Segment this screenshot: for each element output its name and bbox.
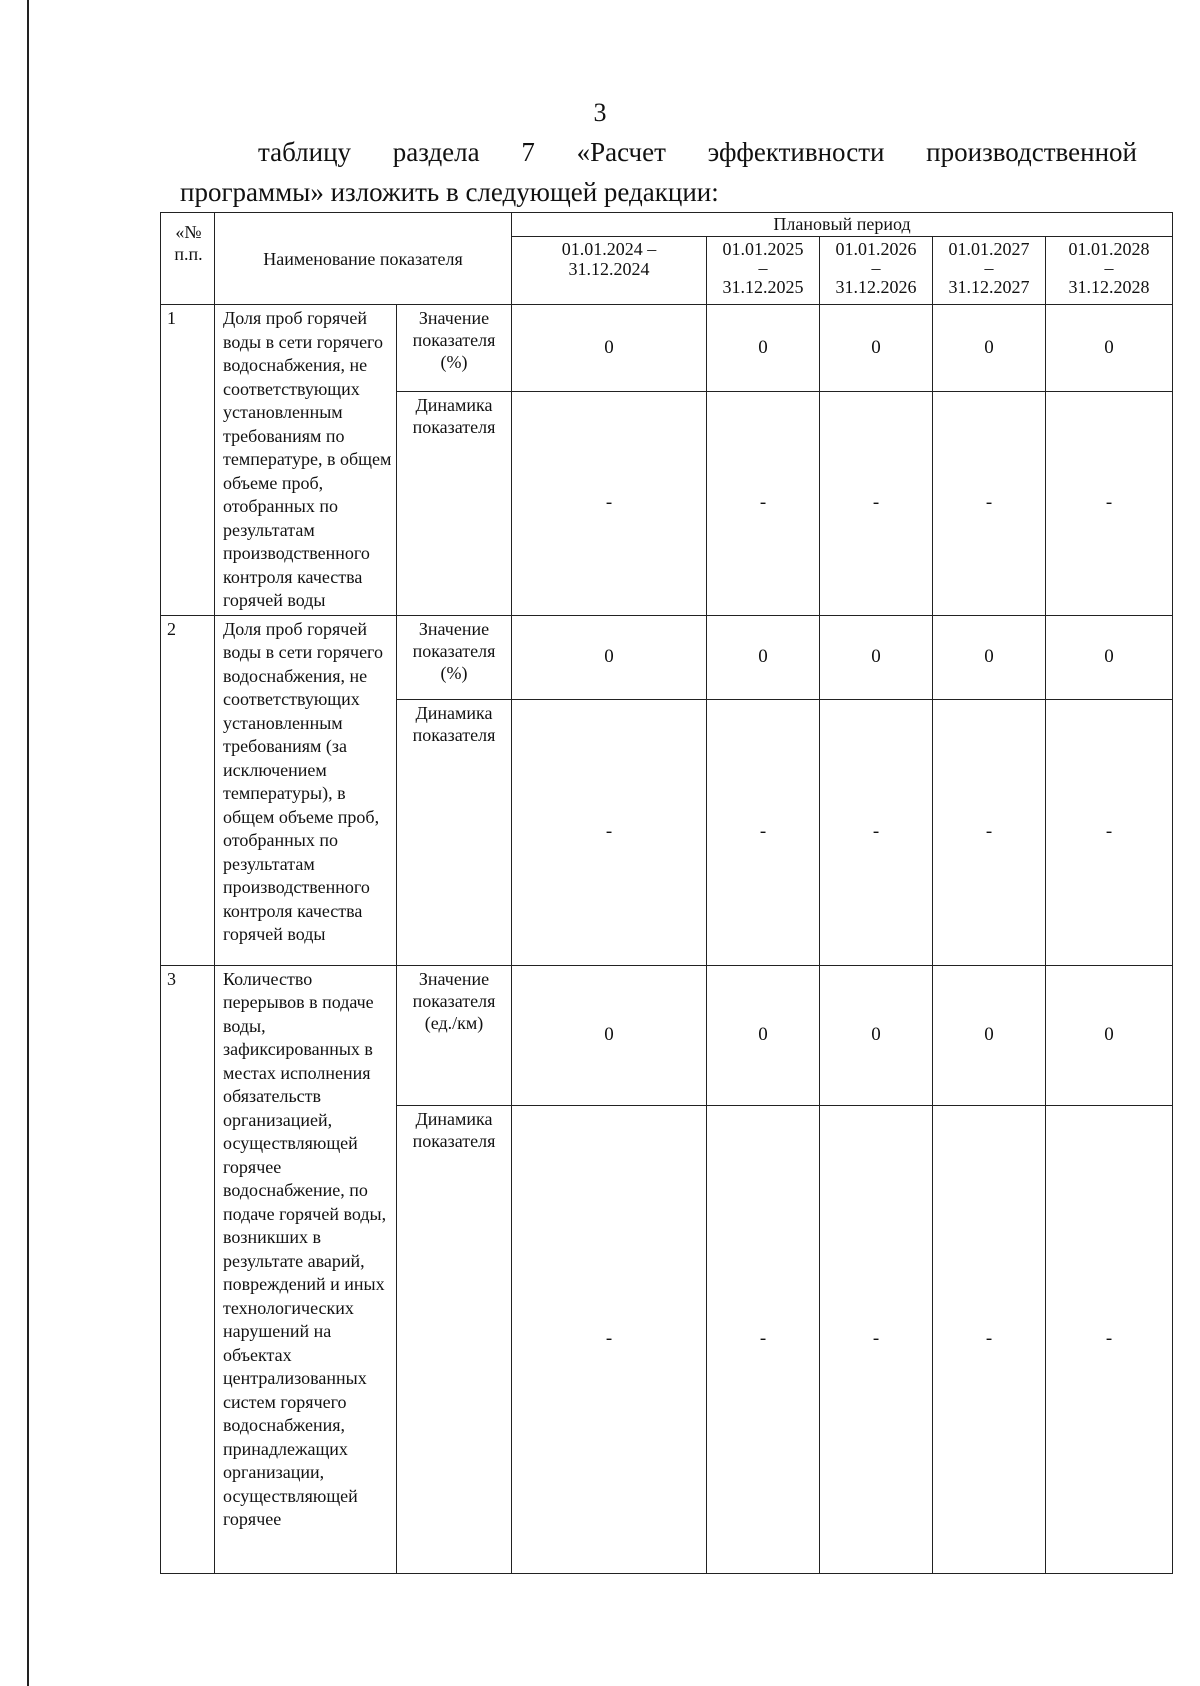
- header-period-4: [933, 237, 1046, 305]
- period-dash: –: [758, 258, 768, 278]
- period-end: 31.12.2025: [722, 277, 804, 297]
- period-start: 01.01.2028: [1068, 239, 1150, 259]
- header-number: «№ п.п.: [161, 213, 215, 305]
- value-cell: 0: [820, 305, 933, 392]
- dynamics-cell: -: [933, 391, 1046, 615]
- period-start: 01.01.2024 –: [561, 239, 657, 259]
- period-end: 31.12.2024: [568, 259, 650, 279]
- value-cell: 0: [933, 615, 1046, 699]
- header-period-2: [707, 237, 820, 305]
- header-indicator-name: Наименование показателя: [215, 213, 512, 305]
- period-end: 31.12.2026: [835, 277, 917, 297]
- value-label: Значение показателя (%): [397, 305, 512, 392]
- dynamics-label: Динамика показателя: [397, 1105, 512, 1573]
- value-label: Значение показателя (ед./км): [397, 965, 512, 1105]
- table-row: [161, 965, 1173, 1105]
- intro-word: раздела: [392, 137, 480, 167]
- row-number: 2: [161, 615, 215, 965]
- dynamics-cell: -: [820, 1105, 933, 1573]
- value-cell: 0: [1046, 615, 1173, 699]
- dynamics-cell: -: [1046, 699, 1173, 965]
- indicator-name: Количество перерывов в подаче воды, зафиксированных в местах исполнения обязательств организацией, осуществляющей горячее водоснабжение, по подаче горячей воды, возникших в результате аварий, повреждений и иных технологических нарушений на объектах централизованных систем горячего водоснабжения, принадлежащих организации, осуществляющей горячее: [215, 965, 397, 1573]
- dynamics-cell: -: [933, 1105, 1046, 1573]
- period-start: 01.01.2027: [948, 239, 1030, 259]
- header-planning-period: Плановый период: [512, 213, 1173, 237]
- header-row-1: [161, 213, 1173, 237]
- value-cell: 0: [512, 305, 707, 392]
- intro-word: «Расчет: [576, 137, 666, 167]
- page-number: 3: [593, 98, 607, 127]
- intro-word: производственной: [926, 137, 1137, 167]
- indicator-name: Доля проб горячей воды в сети горячего водоснабжения, не соответствующих установленным требованиям (за исключением температуры), в общем объеме проб, отобранных по результатам производственного контроля качества горячей воды: [215, 615, 397, 965]
- period-start: 01.01.2025: [722, 239, 804, 259]
- value-cell: 0: [1046, 965, 1173, 1105]
- intro-paragraph: [180, 132, 1137, 212]
- intro-word: 7: [521, 137, 535, 167]
- dynamics-label: Динамика показателя: [397, 391, 512, 615]
- value-cell: 0: [1046, 305, 1173, 392]
- header-period-1: [512, 237, 707, 305]
- value-cell: 0: [820, 615, 933, 699]
- value-cell: 0: [820, 965, 933, 1105]
- value-label: Значение показателя (%): [397, 615, 512, 699]
- page-edge-line: [27, 0, 29, 1686]
- intro-word: таблицу: [258, 137, 352, 167]
- row-number: 1: [161, 305, 215, 616]
- value-cell: 0: [512, 615, 707, 699]
- header-period-5: [1046, 237, 1173, 305]
- dynamics-cell: -: [820, 699, 933, 965]
- value-cell: 0: [707, 615, 820, 699]
- dynamics-cell: -: [512, 1105, 707, 1573]
- period-dash: –: [871, 258, 881, 278]
- value-cell: 0: [933, 965, 1046, 1105]
- table-row: [161, 305, 1173, 392]
- dynamics-cell: -: [512, 699, 707, 965]
- period-start: 01.01.2026: [835, 239, 917, 259]
- period-end: 31.12.2027: [948, 277, 1030, 297]
- dynamics-cell: -: [933, 699, 1046, 965]
- dynamics-cell: -: [512, 391, 707, 615]
- period-dash: –: [984, 258, 994, 278]
- dynamics-cell: -: [820, 391, 933, 615]
- value-cell: 0: [933, 305, 1046, 392]
- header-period-3: [820, 237, 933, 305]
- period-end: 31.12.2028: [1068, 277, 1150, 297]
- dynamics-cell: -: [1046, 391, 1173, 615]
- value-cell: 0: [512, 965, 707, 1105]
- intro-line-1: [180, 132, 1137, 172]
- dynamics-cell: -: [707, 391, 820, 615]
- intro-line-2: программы» изложить в следующей редакции:: [180, 177, 719, 207]
- value-cell: 0: [707, 965, 820, 1105]
- period-dash: –: [1104, 258, 1114, 278]
- table-row: [161, 615, 1173, 699]
- dynamics-cell: -: [707, 1105, 820, 1573]
- row-number: 3: [161, 965, 215, 1573]
- indicator-name: Доля проб горячей воды в сети горячего водоснабжения, не соответствующих установленным требованиям по температуре, в общем объеме проб, отобранных по результатам производственного контроля качества горячей воды: [215, 305, 397, 616]
- intro-word: эффективности: [707, 137, 885, 167]
- value-cell: 0: [707, 305, 820, 392]
- dynamics-cell: -: [707, 699, 820, 965]
- dynamics-label: Динамика показателя: [397, 699, 512, 965]
- dynamics-cell: -: [1046, 1105, 1173, 1573]
- efficiency-table: [160, 212, 1173, 1574]
